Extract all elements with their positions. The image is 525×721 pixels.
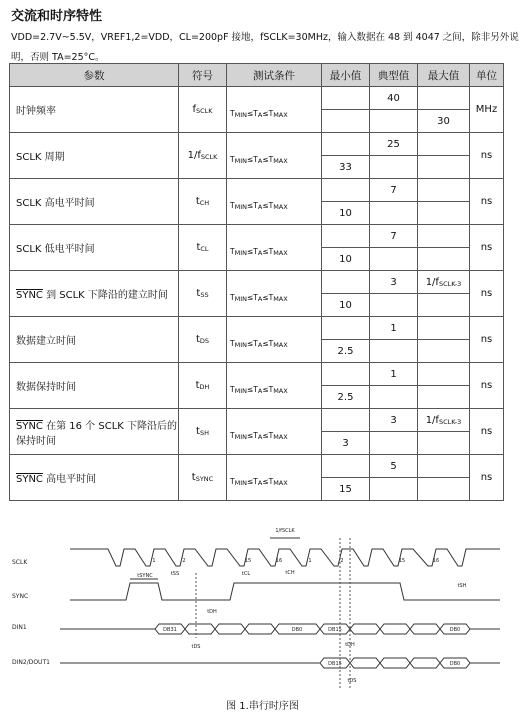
typ-cell: 7 <box>370 179 418 202</box>
condition-cell: TMIN≤TA≤TMAX <box>227 271 322 317</box>
table-row <box>10 179 504 202</box>
bus-label: DB15 <box>328 661 342 667</box>
param-cell <box>10 271 179 317</box>
max-cell-top: 1/fSCLK-3 <box>418 271 470 294</box>
intro-line-1: VDD=2.7V~5.5V，VREF1,2=VDD，CL=200pF 接地，fSCLK=30MHz，输入数据在 48 到 4047 之间，除非另外说 <box>11 32 519 43</box>
bus-label: DB0 <box>449 661 461 667</box>
max-cell-bottom <box>418 156 470 179</box>
din1-bus-segment <box>380 624 410 634</box>
symbol-cell: tSS <box>179 271 227 317</box>
max-cell-bottom <box>418 202 470 225</box>
max-cell-bottom: 30 <box>418 110 470 133</box>
unit-cell: ns <box>470 271 504 317</box>
max-cell-top <box>418 455 470 478</box>
param-text: SCLK 低电平时间 <box>16 244 95 255</box>
symbol-cell: tSH <box>179 409 227 455</box>
din1-bus-segment <box>245 624 275 634</box>
typ-cell-bottom <box>370 248 418 271</box>
min-cell: 2.5 <box>322 340 370 363</box>
column-header: 单位 <box>470 64 504 87</box>
min-cell-top <box>322 225 370 248</box>
param-cell <box>10 225 179 271</box>
typ-cell-bottom <box>370 432 418 455</box>
column-header: 最小值 <box>322 64 370 87</box>
max-cell-top <box>418 87 470 110</box>
param-text: 高电平时间 <box>42 474 97 485</box>
table-row <box>10 317 504 340</box>
unit-cell: MHz <box>470 87 504 133</box>
timing-label: tDS <box>191 644 201 650</box>
max-cell-top <box>418 225 470 248</box>
sync-overline-label: SYNC <box>16 290 43 301</box>
param-text: SCLK 周期 <box>16 152 65 163</box>
unit-cell: ns <box>470 133 504 179</box>
min-cell: 10 <box>322 294 370 317</box>
param-text: 时钟频率 <box>16 106 56 117</box>
clock-number: 1 <box>152 558 156 564</box>
unit-cell: ns <box>470 455 504 501</box>
typ-cell-bottom <box>370 386 418 409</box>
din1-bus-segment <box>185 624 215 634</box>
serial-timing-diagram <box>0 518 525 696</box>
condition-cell: TMIN≤TA≤TMAX <box>227 225 322 271</box>
min-cell <box>322 110 370 133</box>
din2-bus-segment <box>380 658 410 668</box>
table-row <box>10 455 504 478</box>
max-cell-bottom <box>418 478 470 501</box>
din2-bus-segment <box>350 658 380 668</box>
clock-number: 2 <box>340 558 344 564</box>
unit-cell: ns <box>470 363 504 409</box>
condition-cell: TMIN≤TA≤TMAX <box>227 133 322 179</box>
unit-cell: ns <box>470 179 504 225</box>
condition-cell: TMIN≤TA≤TMAX <box>227 87 322 133</box>
param-text: SCLK 高电平时间 <box>16 198 95 209</box>
typ-cell-bottom <box>370 156 418 179</box>
min-cell: 10 <box>322 202 370 225</box>
bus-label: DB0 <box>291 627 303 633</box>
symbol-cell: tDS <box>179 317 227 363</box>
typ-cell: 5 <box>370 455 418 478</box>
min-cell: 3 <box>322 432 370 455</box>
symbol-cell: tCH <box>179 179 227 225</box>
figure-caption: 图 1.串行时序图 <box>226 701 299 712</box>
max-cell-bottom <box>418 294 470 317</box>
min-cell-top <box>322 87 370 110</box>
param-cell <box>10 179 179 225</box>
condition-cell: TMIN≤TA≤TMAX <box>227 363 322 409</box>
bus-label: DB0 <box>449 627 461 633</box>
param-cell <box>10 133 179 179</box>
unit-cell: ns <box>470 225 504 271</box>
clock-number: 16 <box>275 558 283 564</box>
param-cell <box>10 317 179 363</box>
min-cell-top <box>322 455 370 478</box>
bus-label: DB15 <box>328 627 342 633</box>
min-cell-top <box>322 133 370 156</box>
typ-cell: 7 <box>370 225 418 248</box>
timing-label: tDH <box>345 642 355 648</box>
max-cell-top <box>418 133 470 156</box>
min-cell: 15 <box>322 478 370 501</box>
table-row <box>10 87 504 110</box>
clock-number: 1 <box>308 558 312 564</box>
column-header: 典型值 <box>370 64 418 87</box>
condition-cell: TMIN≤TA≤TMAX <box>227 455 322 501</box>
symbol-cell: tSYNC <box>179 455 227 501</box>
param-text: 数据建立时间 <box>16 336 76 347</box>
param-cell <box>10 455 179 501</box>
section-title: 交流和时序特性 <box>11 9 103 24</box>
symbol-cell: 1/fSCLK <box>179 133 227 179</box>
max-cell-bottom <box>418 248 470 271</box>
column-header: 参数 <box>10 64 179 87</box>
max-cell-top <box>418 179 470 202</box>
intro-line-2: 明，否则 TA=25°C。 <box>11 52 105 63</box>
symbol-cell: fSCLK <box>179 87 227 133</box>
timing-label: tSS <box>170 571 180 577</box>
symbol-cell: tDH <box>179 363 227 409</box>
typ-cell: 40 <box>370 87 418 110</box>
din2-bus-segment <box>410 658 440 668</box>
max-cell-bottom <box>418 432 470 455</box>
param-cell <box>10 87 179 133</box>
signal-name: DIN2/DOUT1 <box>12 659 50 666</box>
timing-label: tSYNC <box>137 573 153 579</box>
typ-cell: 3 <box>370 271 418 294</box>
max-cell-top: 1/fSCLK-3 <box>418 409 470 432</box>
param-cell <box>10 409 179 455</box>
max-cell-bottom <box>418 386 470 409</box>
timing-label: tDH <box>207 609 217 615</box>
max-cell-top <box>418 317 470 340</box>
table-row <box>10 409 504 432</box>
signal-name: DIN1 <box>12 624 27 631</box>
sync-waveform <box>70 583 500 600</box>
min-cell-top <box>322 317 370 340</box>
signal-name: SYNC <box>12 593 29 600</box>
typ-cell-bottom <box>370 478 418 501</box>
bus-label: DB31 <box>163 627 177 633</box>
min-cell: 2.5 <box>322 386 370 409</box>
symbol-cell: tCL <box>179 225 227 271</box>
param-cell <box>10 363 179 409</box>
timing-spec-table <box>9 63 504 501</box>
typ-cell-bottom <box>370 110 418 133</box>
clock-number: 16 <box>432 558 440 564</box>
typ-cell: 1 <box>370 317 418 340</box>
sync-overline-label: SYNC <box>16 474 43 485</box>
typ-cell-bottom <box>370 340 418 363</box>
table-row <box>10 133 504 156</box>
column-header: 最大值 <box>418 64 470 87</box>
condition-cell: TMIN≤TA≤TMAX <box>227 409 322 455</box>
din1-bus-segment <box>410 624 440 634</box>
unit-cell: ns <box>470 317 504 363</box>
param-text: 在第 16 个 SCLK 下降沿后的保持时间 <box>16 420 177 447</box>
typ-cell-bottom <box>370 202 418 225</box>
timing-label: 1/fSCLK <box>275 528 295 534</box>
max-cell-bottom <box>418 340 470 363</box>
typ-cell: 1 <box>370 363 418 386</box>
param-text: 数据保持时间 <box>16 382 76 393</box>
typ-cell: 3 <box>370 409 418 432</box>
table-row <box>10 225 504 248</box>
column-header: 测试条件 <box>227 64 322 87</box>
timing-label: tDS <box>347 678 357 684</box>
table-row <box>10 271 504 294</box>
column-header: 符号 <box>179 64 227 87</box>
sync-overline-label: SYNC <box>16 420 43 432</box>
test-conditions-text <box>11 28 519 68</box>
max-cell-top <box>418 363 470 386</box>
min-cell-top <box>322 271 370 294</box>
unit-cell: ns <box>470 409 504 455</box>
clock-number: 15 <box>244 558 252 564</box>
condition-cell: TMIN≤TA≤TMAX <box>227 317 322 363</box>
timing-label: tCH <box>285 570 295 576</box>
min-cell-top <box>322 179 370 202</box>
table-header-row <box>10 64 504 87</box>
din1-bus-segment <box>350 624 380 634</box>
timing-label: tSH <box>457 583 467 589</box>
timing-label: tCL <box>241 571 251 577</box>
typ-cell-bottom <box>370 294 418 317</box>
condition-cell: TMIN≤TA≤TMAX <box>227 179 322 225</box>
param-text: 到 SCLK 下降沿的建立时间 <box>42 290 168 301</box>
din1-bus-segment <box>215 624 245 634</box>
min-cell-top <box>322 363 370 386</box>
min-cell: 33 <box>322 156 370 179</box>
min-cell: 10 <box>322 248 370 271</box>
signal-name: SCLK <box>12 559 28 566</box>
min-cell-top <box>322 409 370 432</box>
clock-number: 2 <box>182 558 186 564</box>
clock-number: 15 <box>398 558 406 564</box>
typ-cell: 25 <box>370 133 418 156</box>
table-row <box>10 363 504 386</box>
table-body <box>10 87 504 501</box>
